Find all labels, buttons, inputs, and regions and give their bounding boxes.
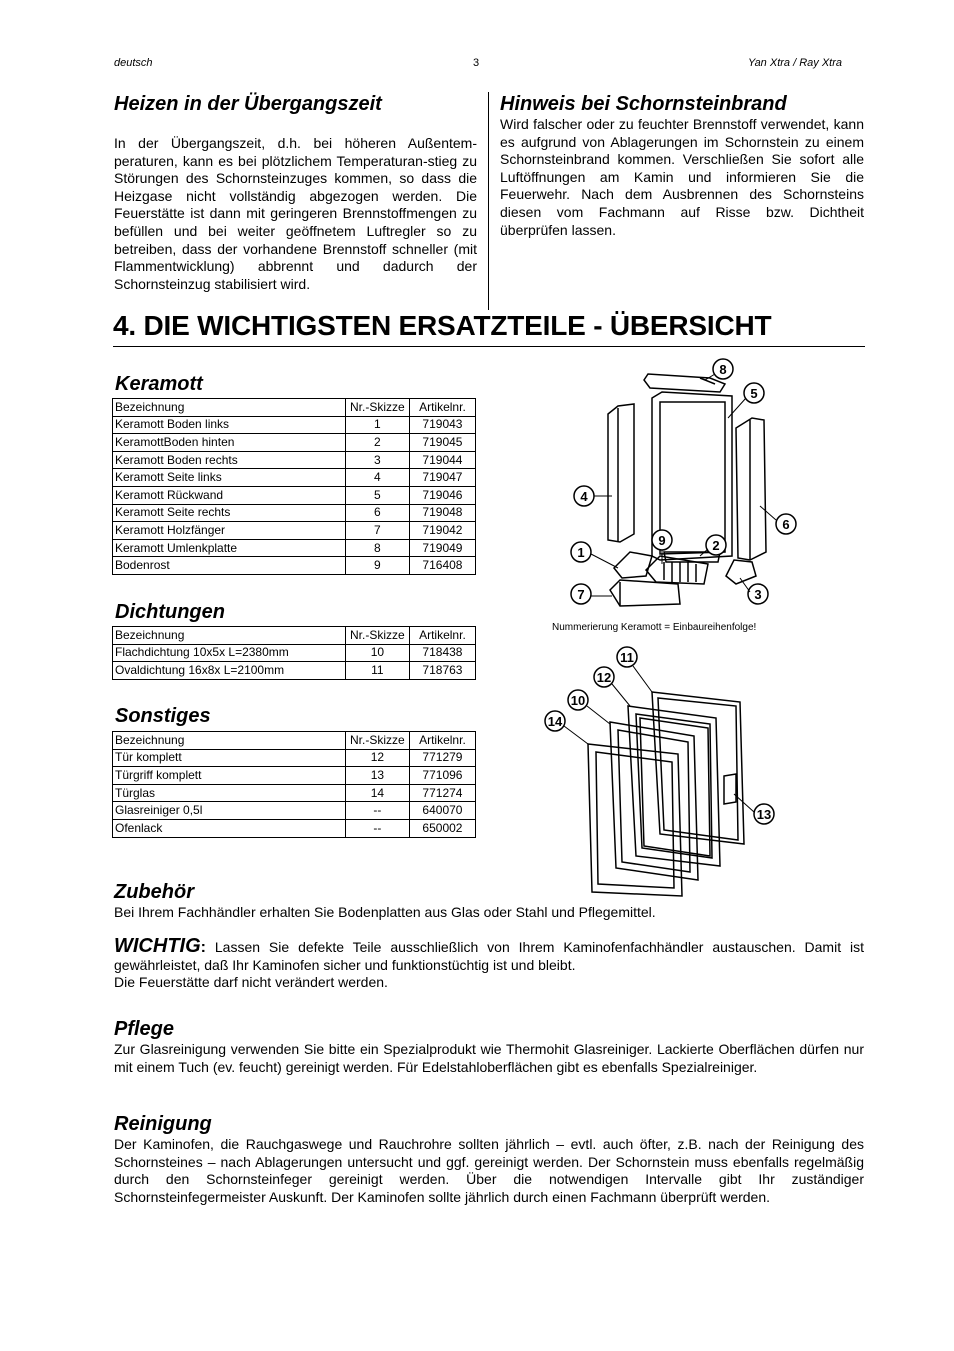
pflege-title: Pflege — [114, 1018, 175, 1040]
table-row — [113, 469, 476, 487]
table-header-row — [113, 732, 476, 750]
svg-text:2: 2 — [712, 538, 720, 553]
header-name: Bezeichnung — [113, 732, 346, 750]
sketch-number: 8 — [345, 539, 409, 557]
header-sketch: Nr.-Skizze — [345, 732, 409, 750]
article-number: 719047 — [409, 469, 475, 487]
reinigung-text: Der Kaminofen, die Rauchgaswege und Rauchrohre sollten jährlich – evtl. auch öfter, z.B. nach der Reinigung des Schornsteines – nach Ablagerungen untersucht und ggf. gereinigt werden. Der Schornstein muss ebenfalls regelmäßig durch den Schornsteinfeger gereinigt werden. Über die notwendigen Intervalle gibt Ihr zuständiger Schornsteinfegermeister Auskunft. Der Kaminofen sollte jährlich durch einen Fachmann überprüft werden. — [114, 1136, 864, 1205]
column-divider — [488, 92, 489, 310]
part-6-seite-rechts — [736, 418, 766, 560]
article-number: 718438 — [409, 644, 475, 662]
part-name: Keramott Rückwand — [113, 486, 346, 504]
part-name: Ofenlack — [113, 819, 346, 837]
reinigung-title: Reinigung — [114, 1113, 212, 1135]
zubehoer-text: Bei Ihrem Fachhändler erhalten Sie Bodenplatten aus Glas oder Stahl und Pflegemittel. — [114, 904, 656, 920]
part-13-tuergriff — [724, 774, 736, 804]
article-number: 640070 — [409, 802, 475, 820]
part-4-seite-links — [608, 404, 634, 542]
pflege-text: Zur Glasreinigung verwenden Sie bitte ein Spezialprodukt wie Thermohit Glasreiniger. Lackierte Oberflächen dürfen nur mit einem Tuch (ev. feucht) gereinigt werden. Für Edelstahloberflächen gibt es ebenfalls Spezialreiniger. — [114, 1041, 864, 1075]
table-row — [113, 662, 476, 680]
main-heading: 4. DIE WICHTIGSTEN ERSATZTEILE - ÜBERSICHT — [113, 306, 865, 347]
section-chimney-fire — [500, 92, 864, 239]
article-number: 719044 — [409, 451, 475, 469]
svg-text:12: 12 — [596, 670, 612, 685]
part-name: Keramott Seite rechts — [113, 504, 346, 522]
part-name: Ovaldichtung 16x8x L=2100mm — [113, 662, 346, 680]
part-name: Bodenrost — [113, 557, 346, 575]
part-name: Glasreiniger 0,5l — [113, 802, 346, 820]
table-row — [113, 749, 476, 767]
callout-10 — [568, 690, 588, 710]
article-number: 716408 — [409, 557, 475, 575]
sonstiges-table — [112, 731, 476, 838]
article-number: 719049 — [409, 539, 475, 557]
sketch-number: 12 — [345, 749, 409, 767]
section-transition-text: In der Übergangszeit, d.h. bei höheren Außentem-peraturen, kann es bei plötzlichem Temperaturan-stieg zu Störungen des Schornsteinzuges kommen, so dass die Heizgase nicht vollständig abgezogen werden. Die Feuerstätte ist dann mit geringeren Brennstoffmengen zu befüllen und bei weiter geöffnetem Luftregler so zu betreiben, dass der vorhandene Brennstoff schneller (mit Flammentwicklung) abbrennt und dadurch der Schornsteinzug stabilisiert wird. — [114, 135, 477, 292]
sketch-number: 7 — [345, 522, 409, 540]
article-number: 719048 — [409, 504, 475, 522]
table-row — [113, 504, 476, 522]
sketch-number: 5 — [345, 486, 409, 504]
section-wichtig — [114, 935, 864, 992]
wichtig-label: WICHTIG — [114, 935, 201, 957]
callout-5 — [744, 383, 764, 403]
section-chimney-fire-title: Hinweis bei Schornsteinbrand — [500, 93, 787, 115]
wichtig-line2: Die Feuerstätte darf nicht verändert werden. — [114, 974, 388, 991]
header-name: Bezeichnung — [113, 627, 346, 645]
table-header-row — [113, 627, 476, 645]
header-article: Artikelnr. — [409, 732, 475, 750]
keramott-title: Keramott — [115, 373, 203, 395]
part-name: Türgriff komplett — [113, 767, 346, 785]
keramott-table — [112, 398, 476, 575]
article-number: 719043 — [409, 416, 475, 434]
keramott-exploded-diagram — [560, 356, 810, 611]
door-exploded-diagram — [540, 644, 790, 904]
sketch-number: 1 — [345, 416, 409, 434]
article-number: 719045 — [409, 434, 475, 452]
sonstiges-title: Sonstiges — [115, 705, 211, 727]
section-transition — [114, 92, 477, 293]
article-number: 718763 — [409, 662, 475, 680]
diagram-caption: Nummerierung Keramott = Einbaureihenfolge! — [552, 622, 757, 633]
part-10-flachdichtung — [610, 722, 698, 880]
svg-text:10: 10 — [570, 693, 586, 708]
svg-text:13: 13 — [756, 807, 772, 822]
callout-7 — [571, 584, 591, 604]
svg-text:9: 9 — [658, 533, 666, 548]
callout-11 — [617, 647, 637, 667]
svg-text:5: 5 — [750, 386, 758, 401]
part-name: Keramott Seite links — [113, 469, 346, 487]
sketch-number: 3 — [345, 451, 409, 469]
callout-1 — [571, 542, 591, 562]
svg-text:1: 1 — [577, 545, 585, 560]
section-pflege — [114, 1017, 864, 1076]
svg-text:6: 6 — [782, 517, 790, 532]
svg-text:7: 7 — [577, 587, 585, 602]
sketch-number: 13 — [345, 767, 409, 785]
article-number: 719042 — [409, 522, 475, 540]
table-row — [113, 767, 476, 785]
part-name: Keramott Holzfänger — [113, 522, 346, 540]
header-article: Artikelnr. — [409, 627, 475, 645]
part-name: KeramottBoden hinten — [113, 434, 346, 452]
header-model: Yan Xtra / Ray Xtra — [748, 57, 842, 69]
part-name: Keramott Boden links — [113, 416, 346, 434]
part-3-boden-rechts — [726, 560, 756, 584]
dichtungen-title: Dichtungen — [115, 601, 225, 623]
callout-4 — [574, 486, 594, 506]
sketch-number: 2 — [345, 434, 409, 452]
article-number: 771274 — [409, 784, 475, 802]
zubehoer-title: Zubehör — [114, 881, 194, 903]
callout-14 — [545, 711, 565, 731]
table-row — [113, 522, 476, 540]
svg-text:11: 11 — [620, 650, 634, 665]
part-9-bodenrost — [646, 556, 708, 584]
table-row — [113, 819, 476, 837]
callout-13 — [754, 804, 774, 824]
table-row — [113, 644, 476, 662]
sketch-number: 10 — [345, 644, 409, 662]
callout-12 — [594, 667, 614, 687]
callout-3 — [748, 584, 768, 604]
header-sketch: Nr.-Skizze — [345, 399, 409, 417]
table-row — [113, 784, 476, 802]
part-name: Keramott Boden rechts — [113, 451, 346, 469]
callout-8 — [713, 359, 733, 379]
dichtungen-table — [112, 626, 476, 680]
sketch-number: 4 — [345, 469, 409, 487]
header-sketch: Nr.-Skizze — [345, 627, 409, 645]
part-name: Türglas — [113, 784, 346, 802]
sketch-number: -- — [345, 819, 409, 837]
table-row — [113, 416, 476, 434]
svg-text:14: 14 — [547, 714, 563, 729]
part-name: Tür komplett — [113, 749, 346, 767]
table-header-row — [113, 399, 476, 417]
callout-2 — [706, 535, 726, 555]
article-number: 771096 — [409, 767, 475, 785]
article-number: 771279 — [409, 749, 475, 767]
table-row — [113, 486, 476, 504]
wichtig-colon: : — [200, 939, 206, 956]
section-zubehoer — [114, 880, 866, 922]
part-name: Flachdichtung 10x5x L=2380mm — [113, 644, 346, 662]
part-14-tuerglas — [588, 744, 682, 896]
svg-text:3: 3 — [754, 587, 762, 602]
header-language: deutsch — [114, 57, 153, 69]
article-number: 719046 — [409, 486, 475, 504]
section-chimney-fire-text: Wird falscher oder zu feuchter Brennstoff verwendet, kann es aufgrund von Ablagerungen im Schornstein zu einem Schornsteinbrand kommen. Verschließen Sie sofort alle Luftöffnungen am Kamin und informieren Sie die Feuerwehr. Nach dem Ausbrennen des Schornsteins diesen vom Fachmann auf Risse bzw. Dichtheit überprüfen lassen. — [500, 116, 864, 238]
table-row — [113, 451, 476, 469]
sketch-number: 6 — [345, 504, 409, 522]
svg-text:4: 4 — [580, 489, 588, 504]
table-row — [113, 802, 476, 820]
section-reinigung — [114, 1112, 864, 1206]
part-name: Keramott Umlenkplatte — [113, 539, 346, 557]
table-row — [113, 434, 476, 452]
header-name: Bezeichnung — [113, 399, 346, 417]
header-article: Artikelnr. — [409, 399, 475, 417]
part-1-boden-links — [614, 552, 652, 578]
wichtig-text: Lassen Sie defekte Teile ausschließlich von Ihrem Kaminofenfachhändler austauschen. Damit ist gewährleistet, daß Ihr Kaminofen sicher und funktionstüchtig ist und bleibt. — [114, 939, 864, 973]
table-row — [113, 539, 476, 557]
sketch-number: 14 — [345, 784, 409, 802]
table-row — [113, 557, 476, 575]
section-transition-title: Heizen in der Übergangszeit — [114, 93, 382, 115]
sketch-number: 11 — [345, 662, 409, 680]
callout-6 — [776, 514, 796, 534]
sketch-number: 9 — [345, 557, 409, 575]
page-number: 3 — [473, 57, 480, 69]
callout-9 — [652, 530, 672, 550]
svg-text:8: 8 — [719, 362, 727, 377]
article-number: 650002 — [409, 819, 475, 837]
sketch-number: -- — [345, 802, 409, 820]
